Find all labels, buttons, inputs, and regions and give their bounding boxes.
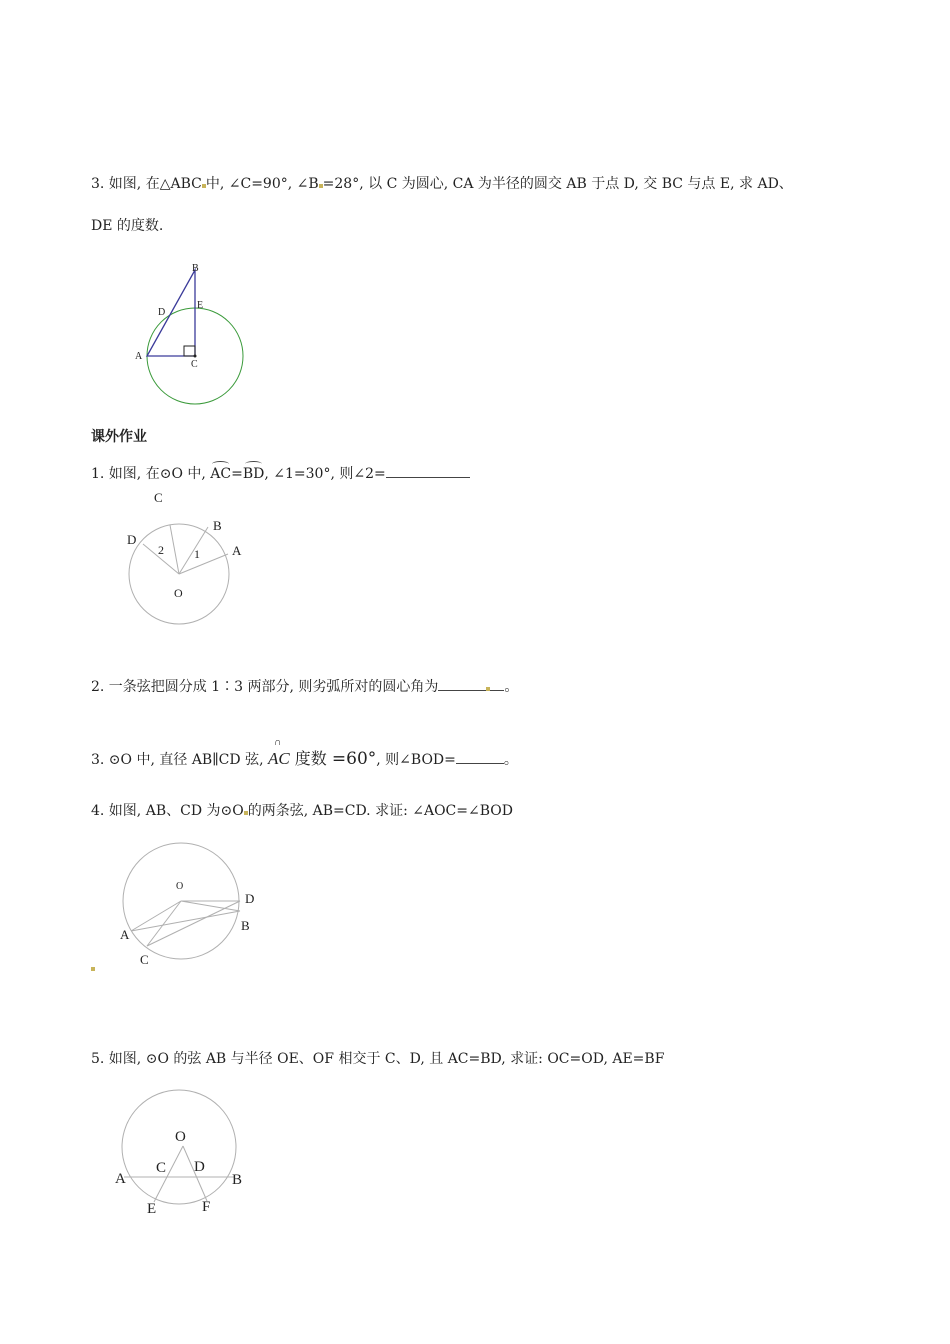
q3-value: =60° [331, 749, 377, 769]
label-c: C [191, 359, 198, 370]
right-angle-mark [184, 346, 195, 356]
problem3-figure [130, 258, 260, 408]
label-e: E [197, 300, 204, 311]
label-b: B [241, 918, 250, 933]
edit-mark [91, 967, 95, 971]
q1-eq: = [231, 466, 243, 482]
q1-prefix: 1. 如图, 在⊙O 中, [91, 466, 211, 482]
q3-prefix: 3. ⊙O 中, 直径 AB∥CD 弦, [91, 752, 268, 768]
label-d: D [194, 1159, 205, 1175]
problem3-line2: DE 的度数. [91, 218, 164, 234]
answer-blank[interactable] [456, 751, 504, 764]
label-c: C [154, 490, 163, 505]
label-o: O [175, 1129, 186, 1145]
label-angle-2: 2 [158, 543, 164, 557]
problem3-line1 [91, 173, 793, 193]
answer-blank[interactable] [438, 678, 486, 691]
label-a: A [135, 351, 143, 362]
problem3-text-b: 中, ∠C=90°, ∠B [205, 176, 319, 192]
q2-end: 。 [504, 679, 519, 695]
label-b: B [232, 1172, 243, 1188]
radius-oc [170, 525, 179, 574]
q5-line: 5. 如图, ⊙O 的弦 AB 与半径 OE、OF 相交于 C、D, 且 AC=BD, 求证: OC=OD, AE=BF [91, 1051, 665, 1067]
chord-cd [147, 901, 240, 946]
center-point [194, 355, 197, 358]
q3-mid: 度数 [289, 749, 332, 768]
triangle-abc [147, 270, 195, 356]
arc-bd: BD [242, 466, 265, 482]
label-b: B [213, 518, 222, 533]
q1-line [91, 463, 470, 483]
radius-oa [179, 554, 228, 574]
q4-text-b: 的两条弦, AB=CD. 求证: ∠AOC=∠BOD [247, 803, 513, 819]
q2-text: 2. 一条弦把圆分成 1∶3 两部分, 则劣弧所对的圆心角为 [91, 679, 439, 695]
arc-ac: AC [210, 466, 232, 482]
q4-figure [110, 838, 270, 973]
label-a: A [232, 543, 242, 558]
q2-line [91, 676, 518, 696]
homework-heading: 课外作业 [91, 429, 147, 445]
label-e: E [147, 1201, 157, 1217]
q5-figure [108, 1085, 258, 1220]
label-d: D [158, 307, 166, 318]
radius-oc [147, 901, 181, 946]
label-a: A [120, 927, 130, 942]
label-o: O [176, 881, 184, 892]
answer-blank[interactable] [386, 465, 470, 478]
label-angle-1: 1 [194, 547, 200, 561]
q1-suffix: , ∠1=30°, 则∠2= [264, 466, 386, 482]
label-b: B [192, 263, 199, 274]
label-o: O [174, 586, 183, 600]
label-d: D [245, 891, 255, 906]
problem3-text-a: 3. 如图, 在△ABC [91, 176, 202, 192]
q1-figure [120, 485, 255, 630]
problem3-text-c: =28°, 以 C 为圆心, CA 为半径的圆交 AB 于点 D, 交 BC 与点 E, 求 AD [322, 176, 779, 192]
answer-blank-tail[interactable] [490, 678, 504, 691]
q3-suffix: , 则∠BOD= [376, 752, 456, 768]
label-c: C [140, 952, 149, 967]
q3-end: 。 [503, 752, 518, 768]
label-a: A [115, 1171, 126, 1187]
label-f: F [202, 1199, 211, 1215]
arc-ac-big: ∩ AC [268, 749, 290, 768]
q3-line [91, 746, 518, 769]
q4-line [91, 800, 513, 820]
problem3-text-d: 、 [778, 176, 793, 192]
radius-ob [181, 901, 240, 911]
label-c: C [156, 1160, 167, 1176]
q4-text-a: 4. 如图, AB、CD 为⊙O [91, 803, 244, 819]
circle-o [122, 1090, 236, 1204]
label-d: D [127, 532, 137, 547]
